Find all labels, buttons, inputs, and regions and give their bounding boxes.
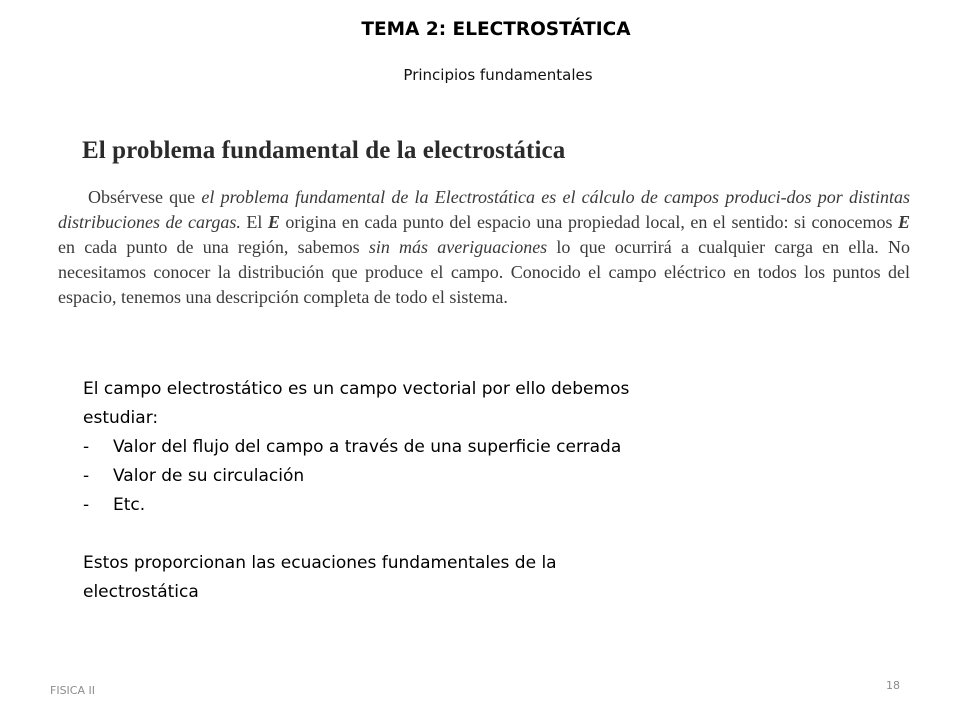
dash-bullet: - [83,495,90,515]
excerpt-run-italic: el problema fundamental de la Electrostática es el cálculo de campos produci-dos por distintas distribuciones de cargas. [58,187,910,232]
excerpt-run: Obsérvese que [88,187,202,207]
slide-notes [83,375,643,607]
footer-course: FISICA II [50,684,95,697]
spacer [83,520,643,549]
excerpt-run: en cada punto de una región, sabemos [58,237,369,257]
excerpt-run: origina en cada punto del espacio una propiedad local, en el sentido: si conocemos [279,212,898,232]
list-item [83,462,643,491]
dash-bullet: - [83,466,90,486]
list-item-text: Valor del flujo del campo a través de una superficie cerrada [113,437,622,457]
excerpt-heading: El problema fundamental de la electrostática [82,137,566,164]
study-list [83,433,643,520]
textbook-excerpt [58,137,910,310]
list-item-text: Valor de su circulación [113,466,305,486]
excerpt-run-italic: sin más averiguaciones [368,237,548,257]
excerpt-paragraph [58,185,910,310]
notes-intro: El campo electrostático es un campo vectorial por ello debemos estudiar: [83,379,630,428]
list-item-text: Etc. [113,495,146,515]
excerpt-symbol-e: E [267,212,280,232]
excerpt-run: El [240,212,268,232]
excerpt-symbol-e: E [897,212,910,232]
notes-conclusion: Estos proporcionan las ecuaciones fundamentales de la electrostática [83,553,557,602]
slide-title: TEMA 2: ELECTROSTÁTICA [361,19,631,40]
page-number: 18 [886,679,900,692]
dash-bullet: - [83,437,90,457]
list-item [83,491,643,520]
list-item [83,433,643,462]
slide-subtitle: Principios fundamentales [403,66,593,84]
excerpt-run: lo que ocurrirá a cualquier carga en ella. No necesitamos conocer la distribución que produce el campo. Conocido el campo eléctrico en todos los puntos del espacio, tenemos una descripción completa de todo el sistema. [58,237,911,307]
